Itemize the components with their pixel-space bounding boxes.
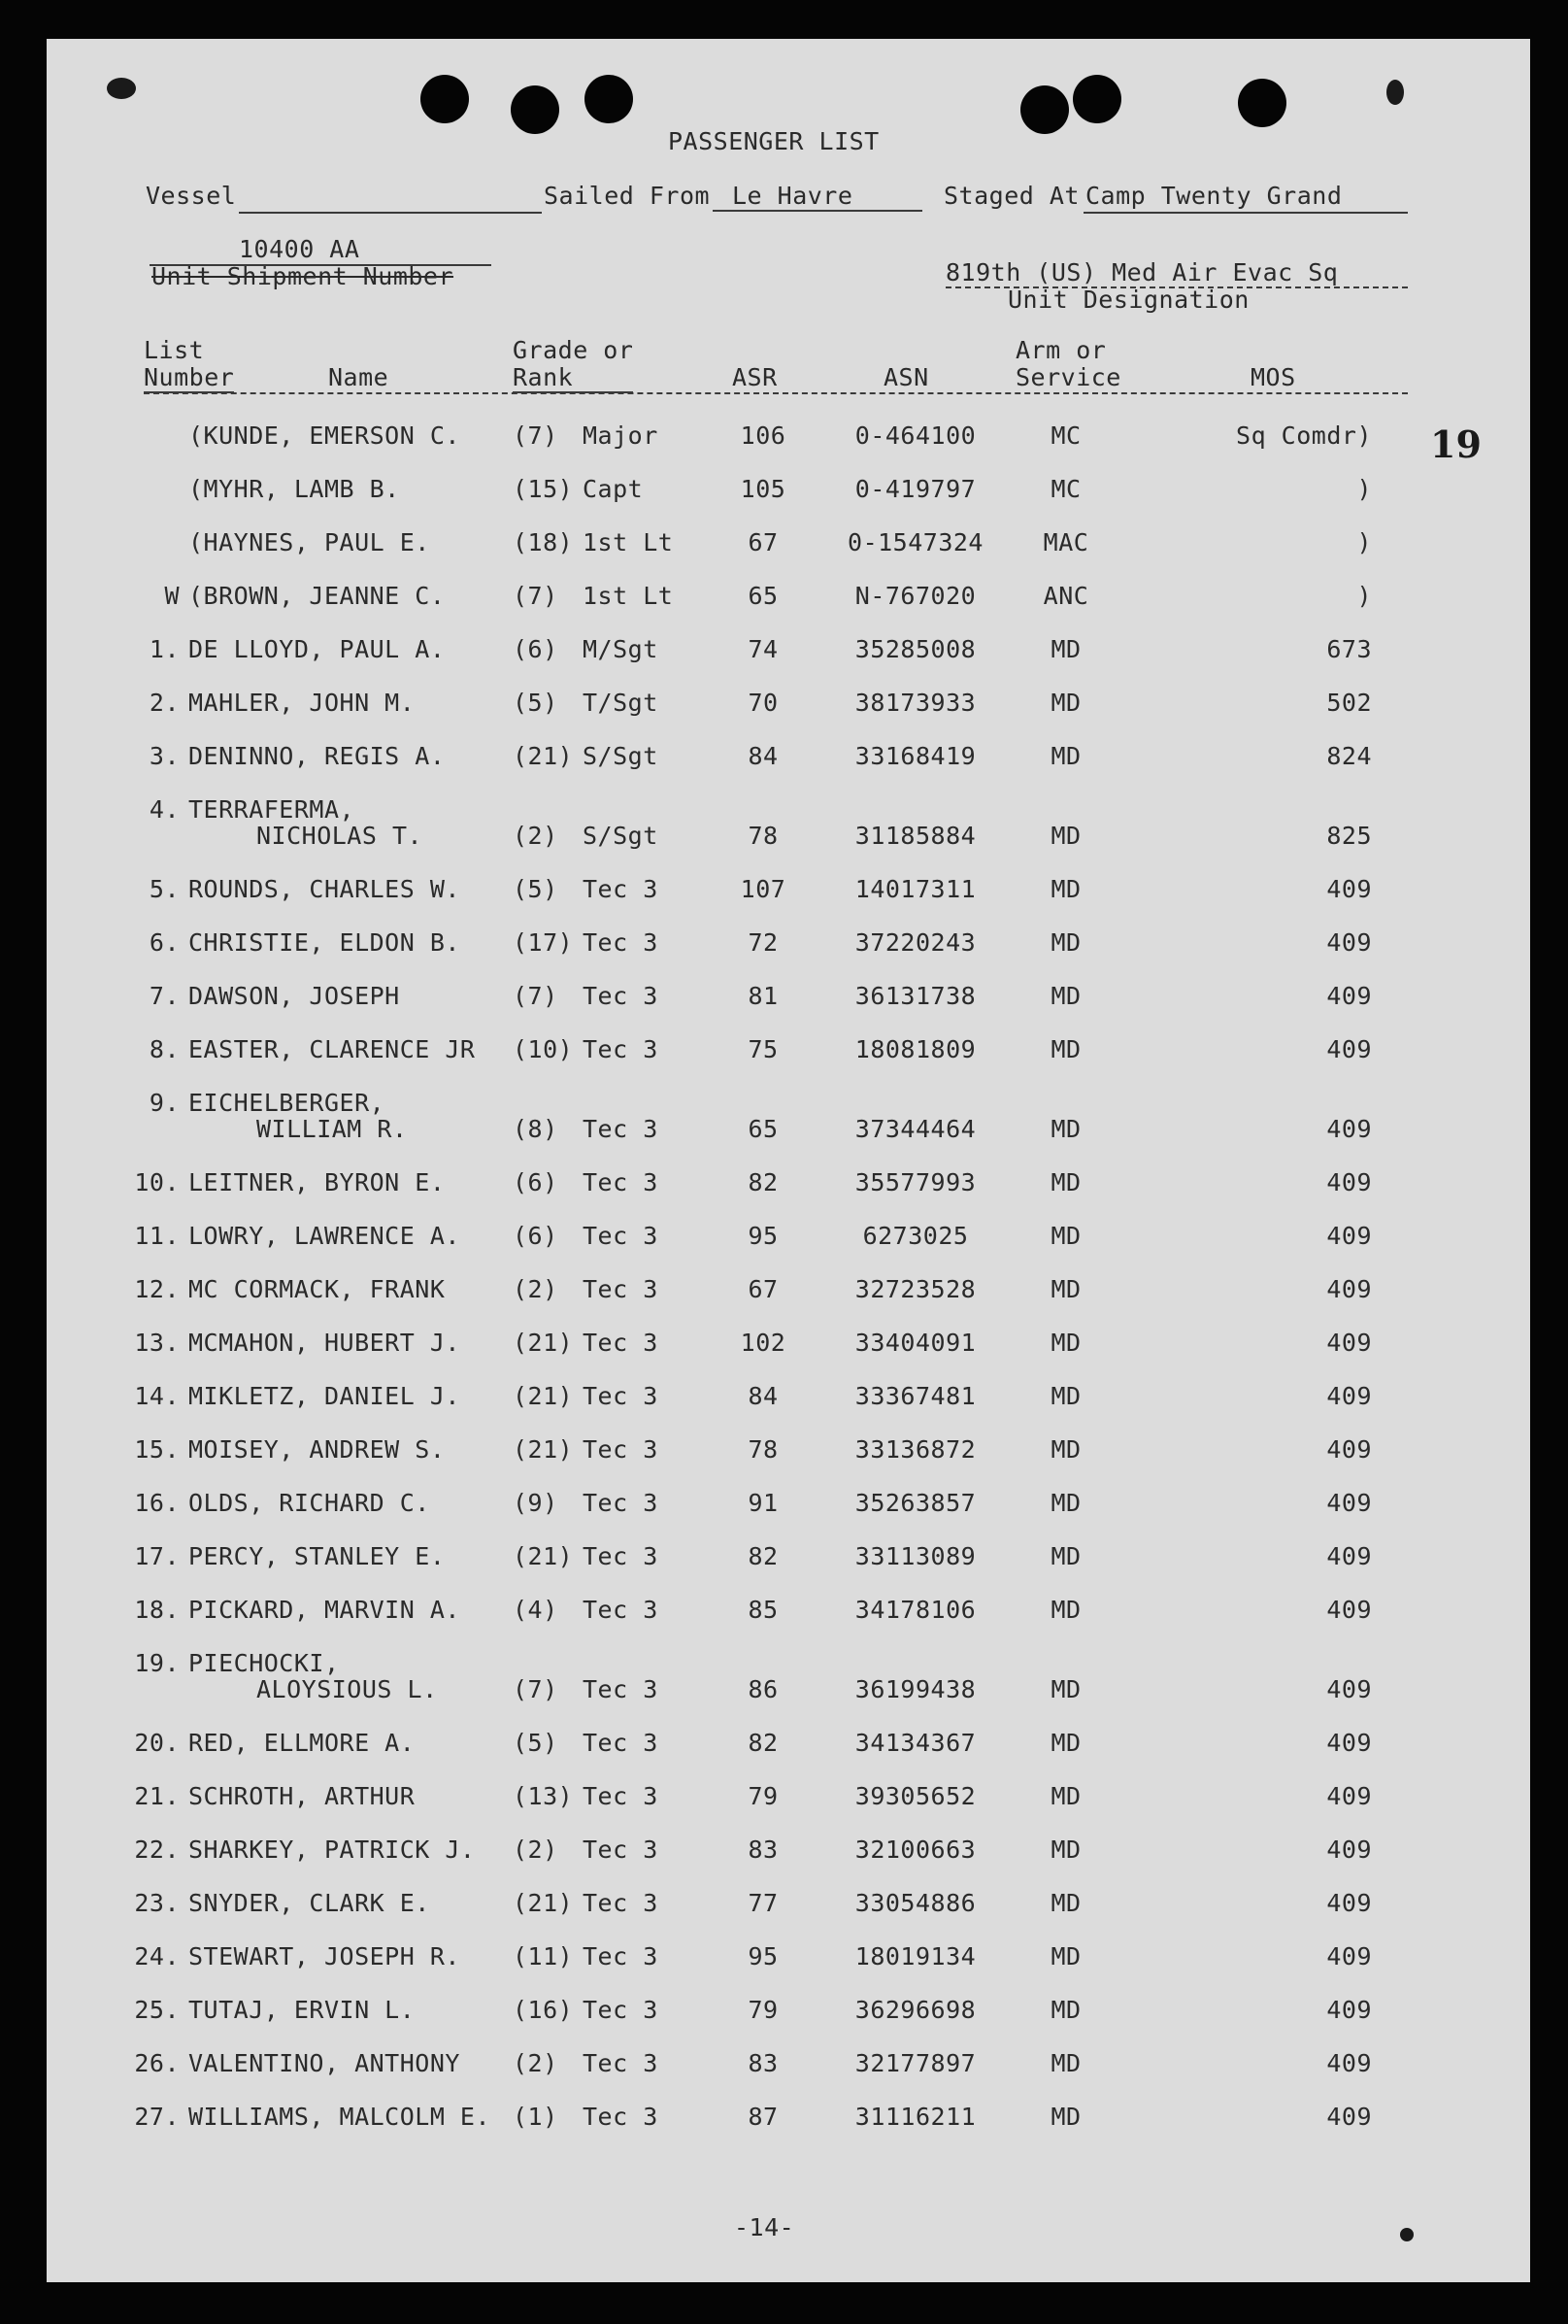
punch-hole [1073,75,1121,123]
cell-mos: 409 [1326,1942,1372,1970]
cell-arm: MD [1051,822,1082,850]
cell-code: (9) [513,1489,558,1517]
cell-asn: 38173933 [854,689,977,717]
cell-code: (2) [513,1836,558,1864]
cell-mos: 409 [1326,1168,1372,1196]
cell-arm: MD [1051,1542,1082,1570]
cell-arm: MD [1051,1889,1082,1917]
cell-asn: 35263857 [854,1489,977,1517]
cell-grade: Major [583,421,658,450]
document-title: PASSENGER LIST [668,127,880,155]
cell-code: (6) [513,1222,558,1250]
cell-code: (21) [513,1329,574,1357]
cell-code: (5) [513,875,558,903]
cell-name: OLDS, RICHARD C. [188,1489,430,1517]
staged-at-value: Camp Twenty Grand [1085,182,1343,210]
cell-arm: MD [1051,1596,1082,1624]
cell-asn: 36131738 [854,982,977,1010]
cell-code: (6) [513,635,558,663]
cell-mos: 409 [1326,1489,1372,1517]
cell-num: 26. [134,2049,180,2077]
cell-mos: 409 [1326,1889,1372,1917]
cell-num: 14. [134,1382,180,1410]
cell-mos: 409 [1326,1729,1372,1757]
cell-name: EASTER, CLARENCE JR [188,1035,476,1063]
cell-arm: MD [1051,1942,1082,1970]
cell-grade: M/Sgt [583,635,658,663]
cell-arm: MD [1051,635,1082,663]
cell-arm: MD [1051,1435,1082,1464]
cell-asn: 31185884 [854,822,977,850]
cell-mos: 409 [1326,1435,1372,1464]
cell-num: 20. [134,1729,180,1757]
cell-asn: 36199438 [854,1675,977,1703]
cell-name: SCHROTH, ARTHUR [188,1782,416,1810]
cell-name: MIKLETZ, DANIEL J. [188,1382,460,1410]
cell-asn: N-767020 [854,582,977,610]
cell-asn: 31116211 [854,2103,977,2131]
punch-hole [584,75,633,123]
sailed-from-label: Sailed From [544,182,711,210]
cell-asr: 77 [748,1889,779,1917]
cell-mos: 409 [1326,1115,1372,1143]
cell-arm: MD [1051,1489,1082,1517]
cell-grade: Capt [583,475,644,503]
punch-hole [420,75,469,123]
cell-mos: 409 [1326,1275,1372,1303]
cell-asn: 32177897 [854,2049,977,2077]
cell-num: 4. [149,795,180,824]
document-page [47,39,1530,2282]
cell-arm: MD [1051,875,1082,903]
cell-asr: 70 [748,689,779,717]
cell-name: SNYDER, CLARK E. [188,1889,430,1917]
cell-name: LOWRY, LAWRENCE A. [188,1222,460,1250]
cell-asn: 36296698 [854,1996,977,2024]
cell-num: 10. [134,1168,180,1196]
cell-name: (BROWN, JEANNE C. [188,582,446,610]
cell-asr: 83 [748,2049,779,2077]
cell-asn: 18019134 [854,1942,977,1970]
cell-name: MOISEY, ANDREW S. [188,1435,446,1464]
cell-asn: 33367481 [854,1382,977,1410]
staged-at-field-line [1084,212,1408,214]
cell-asr: 107 [740,875,786,903]
cell-arm: MD [1051,1996,1082,2024]
col-asr: ASR [732,363,778,391]
page-mark: 19 [1430,422,1482,466]
col-name: Name [328,363,389,391]
cell-name: DENINNO, REGIS A. [188,742,446,770]
cell-arm: MD [1051,1729,1082,1757]
cell-code: (5) [513,1729,558,1757]
cell-code: (7) [513,1675,558,1703]
cell-asn: 0-419797 [854,475,977,503]
cell-grade: Tec 3 [583,1729,658,1757]
cell-num: 12. [134,1275,180,1303]
cell-name: PERCY, STANLEY E. [188,1542,446,1570]
cell-asn: 33113089 [854,1542,977,1570]
cell-asn: 18081809 [854,1035,977,1063]
cell-code: (6) [513,1168,558,1196]
cell-code: (7) [513,582,558,610]
cell-asn: 33404091 [854,1329,977,1357]
cell-num: 25. [134,1996,180,2024]
cell-num: 11. [134,1222,180,1250]
cell-num: 15. [134,1435,180,1464]
cell-arm: MD [1051,689,1082,717]
cell-name: VALENTINO, ANTHONY [188,2049,460,2077]
cell-arm: MD [1051,1782,1082,1810]
punch-hole [511,85,559,134]
cell-num: 13. [134,1329,180,1357]
cell-asr: 85 [748,1596,779,1624]
cell-mos: 409 [1326,1836,1372,1864]
cell-asn: 0-1547324 [848,528,984,556]
cell-num: 18. [134,1596,180,1624]
unit-designation-value: 819th (US) Med Air Evac Sq [946,258,1339,286]
cell-arm: MD [1051,1222,1082,1250]
cell-code: (11) [513,1942,574,1970]
cell-grade: T/Sgt [583,689,658,717]
cell-arm: MD [1051,1675,1082,1703]
cell-name: TERRAFERMA, [188,795,355,824]
cell-asr: 81 [748,982,779,1010]
cell-name: DAWSON, JOSEPH [188,982,400,1010]
header-rule [144,392,1408,394]
cell-code: (2) [513,2049,558,2077]
cell-num: 9. [149,1089,180,1117]
cell-name: LEITNER, BYRON E. [188,1168,446,1196]
cell-grade: 1st Lt [583,582,674,610]
cell-asn: 6273025 [862,1222,969,1250]
cell-asr: 67 [748,528,779,556]
cell-grade: Tec 3 [583,1115,658,1143]
cell-grade: Tec 3 [583,1596,658,1624]
cell-code: (1) [513,2103,558,2131]
cell-asn: 32723528 [854,1275,977,1303]
cell-mos: ) [1356,475,1372,503]
cell-grade: Tec 3 [583,2049,658,2077]
cell-code: (7) [513,982,558,1010]
cell-name-continued: WILLIAM R. [256,1115,408,1143]
cell-asn: 37344464 [854,1115,977,1143]
cell-num: 2. [149,689,180,717]
cell-name: PICKARD, MARVIN A. [188,1596,460,1624]
cell-mos: 409 [1326,1675,1372,1703]
cell-num: 5. [149,875,180,903]
cell-num: 8. [149,1035,180,1063]
cell-grade: Tec 3 [583,1782,658,1810]
cell-arm: MC [1051,421,1082,450]
cell-asr: 86 [748,1675,779,1703]
cell-code: (16) [513,1996,574,2024]
sailed-from-value: Le Havre [713,183,922,212]
cell-num: 19. [134,1649,180,1677]
cell-code: (8) [513,1115,558,1143]
ink-speck [107,78,136,99]
cell-mos: 409 [1326,1996,1372,2024]
staged-at-label: Staged At [944,182,1080,210]
cell-asr: 79 [748,1782,779,1810]
cell-mos: 409 [1326,928,1372,957]
cell-mos: 409 [1326,1329,1372,1357]
unit-shipment-field-line [150,264,491,266]
cell-code: (7) [513,421,558,450]
cell-name: RED, ELLMORE A. [188,1729,416,1757]
cell-mos: 409 [1326,1542,1372,1570]
cell-asr: 74 [748,635,779,663]
unit-designation-label: Unit Designation [1008,286,1250,314]
cell-code: (2) [513,822,558,850]
col-asn: ASN [884,363,929,391]
cell-asr: 91 [748,1489,779,1517]
cell-grade: S/Sgt [583,822,658,850]
cell-grade: Tec 3 [583,1675,658,1703]
cell-code: (17) [513,928,574,957]
cell-grade: Tec 3 [583,982,658,1010]
cell-grade: Tec 3 [583,1329,658,1357]
cell-asr: 72 [748,928,779,957]
cell-asn: 34134367 [854,1729,977,1757]
cell-num: 27. [134,2103,180,2131]
cell-name: ROUNDS, CHARLES W. [188,875,460,903]
cell-mos: 409 [1326,2103,1372,2131]
ink-speck [1386,80,1404,105]
cell-num: 16. [134,1489,180,1517]
cell-asr: 65 [748,1115,779,1143]
cell-num: 1. [149,635,180,663]
cell-mos: Sq Comdr) [1236,421,1372,450]
cell-asr: 82 [748,1729,779,1757]
cell-arm: ANC [1043,582,1089,610]
cell-name: (MYHR, LAMB B. [188,475,400,503]
cell-asr: 95 [748,1942,779,1970]
punch-hole [1020,85,1069,134]
cell-name: SHARKEY, PATRICK J. [188,1836,476,1864]
cell-arm: MD [1051,928,1082,957]
cell-mos: 409 [1326,1382,1372,1410]
cell-asr: 78 [748,1435,779,1464]
cell-num: 22. [134,1836,180,1864]
cell-grade: Tec 3 [583,1222,658,1250]
cell-asr: 87 [748,2103,779,2131]
cell-asr: 65 [748,582,779,610]
cell-code: (21) [513,742,574,770]
cell-num: 17. [134,1542,180,1570]
cell-asn: 33136872 [854,1435,977,1464]
cell-name: (HAYNES, PAUL E. [188,528,430,556]
cell-grade: Tec 3 [583,2103,658,2131]
cell-asr: 83 [748,1836,779,1864]
cell-arm: MD [1051,2049,1082,2077]
cell-arm: MD [1051,982,1082,1010]
cell-mos: 409 [1326,1222,1372,1250]
vessel-label: Vessel [146,182,237,210]
cell-name: DE LLOYD, PAUL A. [188,635,446,663]
cell-code: (2) [513,1275,558,1303]
cell-grade: Tec 3 [583,1836,658,1864]
cell-name-continued: NICHOLAS T. [256,822,423,850]
cell-code: (5) [513,689,558,717]
cell-arm: MC [1051,475,1082,503]
cell-code: (4) [513,1596,558,1624]
cell-grade: Tec 3 [583,1168,658,1196]
cell-mos: ) [1356,528,1372,556]
cell-arm: MD [1051,1115,1082,1143]
cell-grade: Tec 3 [583,928,658,957]
cell-code: (18) [513,528,574,556]
cell-asr: 95 [748,1222,779,1250]
vessel-field-line [239,212,542,214]
cell-asr: 84 [748,742,779,770]
cell-mos: 409 [1326,1782,1372,1810]
cell-arm: MD [1051,1168,1082,1196]
cell-grade: 1st Lt [583,528,674,556]
cell-asn: 37220243 [854,928,977,957]
cell-code: (21) [513,1889,574,1917]
cell-code: (13) [513,1782,574,1810]
cell-num: 21. [134,1782,180,1810]
cell-mos: 409 [1326,982,1372,1010]
cell-grade: Tec 3 [583,1275,658,1303]
cell-asn: 35285008 [854,635,977,663]
cell-mos: 502 [1326,689,1372,717]
cell-code: (10) [513,1035,574,1063]
cell-asr: 106 [740,421,786,450]
cell-arm: MD [1051,1382,1082,1410]
cell-asr: 84 [748,1382,779,1410]
cell-code: (21) [513,1382,574,1410]
cell-asn: 33168419 [854,742,977,770]
cell-asr: 75 [748,1035,779,1063]
cell-num: W [164,582,180,610]
cell-name-continued: ALOYSIOUS L. [256,1675,438,1703]
cell-arm: MD [1051,1275,1082,1303]
cell-num: 7. [149,982,180,1010]
cell-asr: 67 [748,1275,779,1303]
cell-mos: 409 [1326,875,1372,903]
cell-asn: 32100663 [854,1836,977,1864]
cell-mos: 409 [1326,1596,1372,1624]
cell-asr: 82 [748,1168,779,1196]
cell-mos: 409 [1326,1035,1372,1063]
cell-num: 24. [134,1942,180,1970]
page-number: -14- [734,2213,795,2241]
cell-asr: 105 [740,475,786,503]
cell-grade: Tec 3 [583,875,658,903]
cell-arm: MD [1051,742,1082,770]
cell-grade: S/Sgt [583,742,658,770]
cell-asn: 33054886 [854,1889,977,1917]
col-arm-service: Arm or Service [1016,336,1121,391]
cell-code: (15) [513,475,574,503]
cell-arm: MD [1051,1035,1082,1063]
cell-name: CHRISTIE, ELDON B. [188,928,460,957]
cell-name: PIECHOCKI, [188,1649,340,1677]
cell-name: EICHELBERGER, [188,1089,385,1117]
cell-arm: MD [1051,1329,1082,1357]
cell-grade: Tec 3 [583,1435,658,1464]
cell-asn: 0-464100 [854,421,977,450]
cell-arm: MD [1051,1836,1082,1864]
cell-grade: Tec 3 [583,1489,658,1517]
cell-asn: 34178106 [854,1596,977,1624]
cell-arm: MAC [1043,528,1089,556]
ink-speck [1400,2228,1414,2241]
unit-shipment-number-value: 10400 AA [239,235,360,263]
cell-name: STEWART, JOSEPH R. [188,1942,460,1970]
cell-mos: ) [1356,582,1372,610]
cell-code: (21) [513,1542,574,1570]
punch-hole [1238,79,1286,127]
cell-grade: Tec 3 [583,1996,658,2024]
cell-num: 23. [134,1889,180,1917]
cell-asn: 14017311 [854,875,977,903]
cell-asr: 78 [748,822,779,850]
cell-grade: Tec 3 [583,1942,658,1970]
cell-grade: Tec 3 [583,1542,658,1570]
col-list-number: List Number [144,336,235,391]
cell-grade: Tec 3 [583,1889,658,1917]
cell-mos: 825 [1326,822,1372,850]
cell-name: MAHLER, JOHN M. [188,689,416,717]
cell-asr: 79 [748,1996,779,2024]
cell-asn: 39305652 [854,1782,977,1810]
cell-name: (KUNDE, EMERSON C. [188,421,460,450]
unit-shipment-number-label: Unit Shipment Number [151,262,454,290]
cell-name: MCMAHON, HUBERT J. [188,1329,460,1357]
cell-asr: 82 [748,1542,779,1570]
cell-num: 6. [149,928,180,957]
col-grade: Grade or Rank [513,336,634,391]
cell-mos: 409 [1326,2049,1372,2077]
cell-name: WILLIAMS, MALCOLM E. [188,2103,491,2131]
cell-asn: 35577993 [854,1168,977,1196]
cell-asr: 102 [740,1329,786,1357]
cell-mos: 673 [1326,635,1372,663]
cell-name: MC CORMACK, FRANK [188,1275,446,1303]
cell-mos: 824 [1326,742,1372,770]
cell-grade: Tec 3 [583,1382,658,1410]
cell-code: (21) [513,1435,574,1464]
cell-name: TUTAJ, ERVIN L. [188,1996,416,2024]
cell-arm: MD [1051,2103,1082,2131]
col-mos: MOS [1251,363,1296,391]
cell-grade: Tec 3 [583,1035,658,1063]
cell-num: 3. [149,742,180,770]
